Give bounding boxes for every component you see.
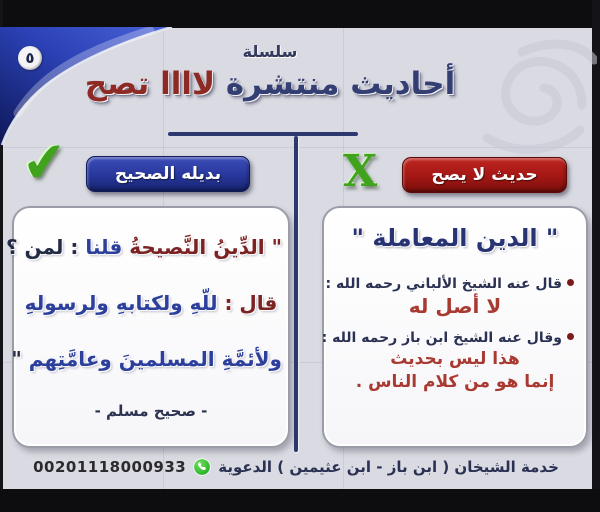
bullet-icon xyxy=(567,279,574,286)
scholar-statement xyxy=(325,276,574,292)
top-black-bar xyxy=(0,0,600,28)
scholar-verdict: إنما هو من كلام الناس . xyxy=(355,372,555,392)
hadith-text: " xyxy=(11,347,22,371)
hadith-text: للّهِ ولكتابهِ ولرسولهِ xyxy=(24,291,218,315)
panel-divider xyxy=(294,136,298,452)
authentic-badge-label: بديله الصحيح xyxy=(114,164,222,184)
hadith-text: قال : xyxy=(224,291,278,315)
whatsapp-icon xyxy=(193,458,211,476)
hadith-source: - صحيح مسلم - xyxy=(94,402,208,420)
scholar-verdict: لا أصل له xyxy=(408,294,502,318)
hadith-text: قلنا xyxy=(85,235,123,259)
scholar-label: وقال عنه الشيخ ابن باز رحمه الله : xyxy=(321,330,562,346)
scholar-verdict: هذا ليس بحديث xyxy=(390,349,520,369)
service-name: خدمة الشيخان ( ابن باز - ابن عثيمين ) الدعوية xyxy=(218,458,559,476)
authentic-badge xyxy=(86,156,250,192)
title-underline xyxy=(168,132,358,136)
title-main: أحاديث منتشرة xyxy=(225,66,456,102)
authentic-panel xyxy=(5,206,290,448)
not-authentic-panel xyxy=(322,206,588,448)
scholar-label: قال عنه الشيخ الألباني رحمه الله : xyxy=(325,276,562,292)
hadith-line xyxy=(5,224,288,270)
issue-number: ٥ xyxy=(25,48,35,67)
x-icon: X xyxy=(343,146,378,197)
phone-number: 00201118000933 xyxy=(33,458,187,476)
hadith-text: " الدِّينُ النَّصيحةُ xyxy=(129,235,282,259)
scholar-statement xyxy=(321,330,574,346)
hadith-text: ولأئمَّةِ المسلمينَ وعامَّتِهم xyxy=(28,347,282,371)
hadith-line xyxy=(14,280,288,326)
false-hadith-title: " الدين المعاملة " xyxy=(351,224,559,252)
footer xyxy=(0,458,592,476)
page-title xyxy=(0,66,540,102)
check-icon: ✔ xyxy=(18,128,71,197)
not-authentic-badge xyxy=(402,157,567,193)
bullet-icon xyxy=(567,333,574,340)
hadith-line xyxy=(11,336,288,382)
title-emphasis: لاااا تصح xyxy=(84,66,216,102)
hadith-text: : لمن ؟ xyxy=(5,235,79,259)
bottom-black-bar xyxy=(0,489,600,512)
not-authentic-badge-label: حديث لا يصح xyxy=(431,165,538,185)
series-label: سلسلة xyxy=(242,42,298,61)
